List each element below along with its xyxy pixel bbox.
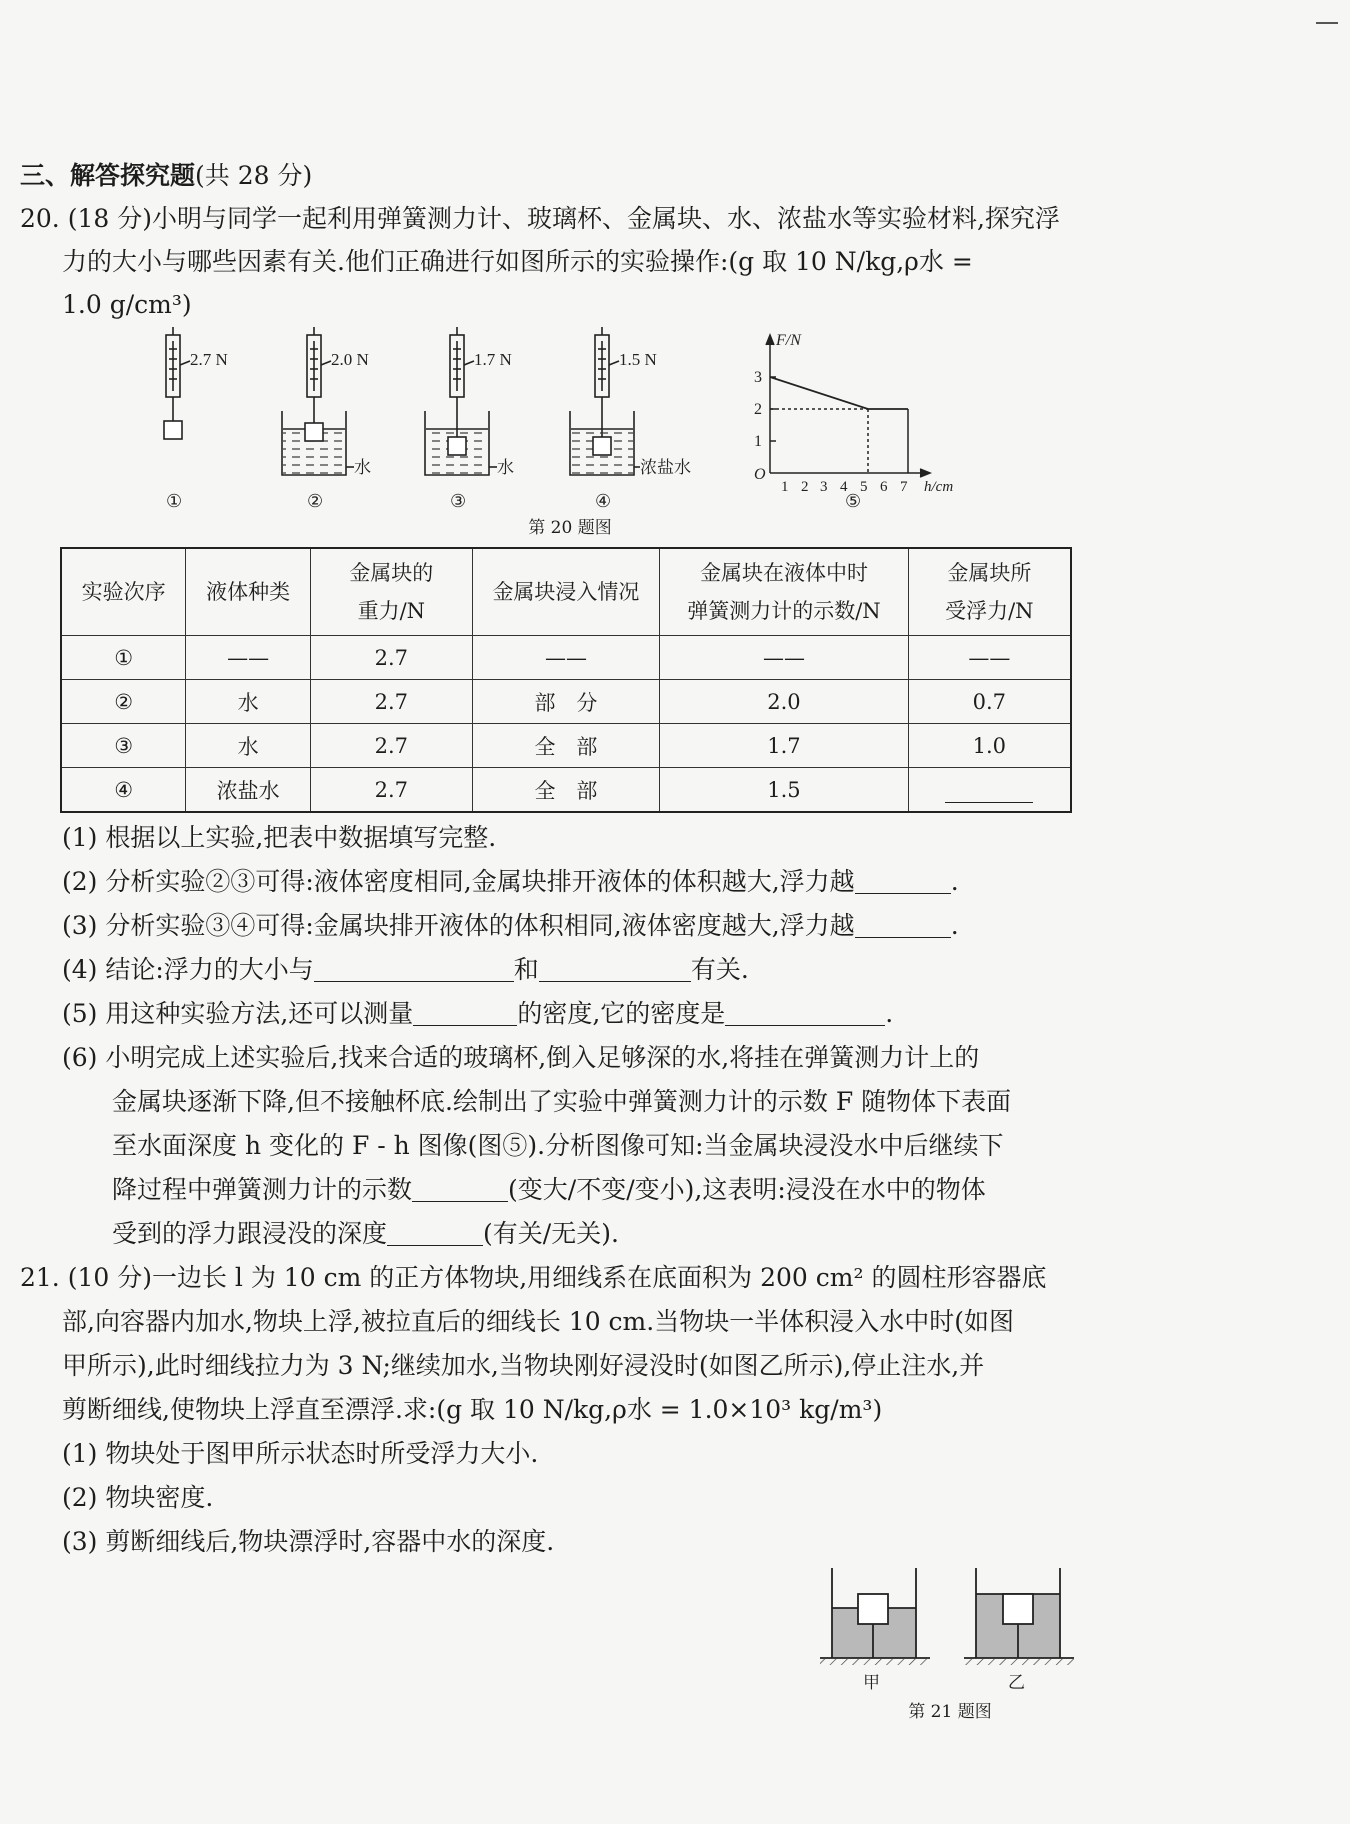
fig21-label-yi: 乙 [1008,1673,1025,1690]
reading-1: 2.7 N [190,350,228,369]
answer-blank[interactable] [314,955,514,982]
fig-label-4: ④ [595,491,612,510]
liquid-label-3: 水 [497,458,514,478]
xtick-1: 1 [781,479,789,495]
xtick-5: 5 [860,479,868,495]
xtick-7: 7 [900,479,908,495]
table-row: ② 水 2.7 部 分 2.0 0.7 [61,680,1071,724]
table-row: ③ 水 2.7 全 部 1.7 1.0 [61,724,1071,768]
reading-3: 1.7 N [474,350,512,369]
q21-stem-line-3: 甲所示),此时细线拉力为 3 N;继续加水,当物块刚好浸没时(如图乙所示),停止注水,并 [62,1351,985,1380]
header-liquid: 液体种类 [186,548,311,636]
xtick-3: 3 [820,479,828,495]
xtick-6: 6 [880,479,888,495]
reading-2: 2.0 N [331,350,369,369]
q21-stem-line-1: 21. (10 分)一边长 l 为 10 cm 的正方体物块,用细线系在底面积为 200 cm² 的圆柱形容器底 [20,1263,1047,1292]
fig-label-1: ① [166,491,183,510]
container-jia [820,1568,930,1665]
ytick-3: 3 [754,369,762,386]
xtick-4: 4 [840,479,848,495]
q20-sub-3: (3) 分析实验③④可得:金属块排开液体的体积相同,液体密度越大,浮力越 . [62,911,959,940]
q20-stem-line-3: 1.0 g/cm³) [62,290,192,319]
answer-blank[interactable] [412,1175,508,1202]
q21-sub-1: (1) 物块处于图甲所示状态时所受浮力大小. [62,1439,539,1468]
section-title: 三、解答探究题 [20,161,196,190]
answer-blank[interactable] [725,999,885,1026]
q20-sub-6-line-1: (6) 小明完成上述实验后,找来合适的玻璃杯,倒入足够深的水,将挂在弹簧测力计上的 [62,1043,980,1072]
header-buoyancy: 金属块所 受浮力/N [908,548,1071,636]
answer-blank[interactable] [387,1219,483,1246]
answer-blank-buoyancy[interactable] [908,768,1071,813]
q20-sub-5: (5) 用这种实验方法,还可以测量 的密度,它的密度是 . [62,999,894,1028]
corner-mark [1316,22,1338,24]
q20-sub-6-line-5: 受到的浮力跟浸没的深度 (有关/无关). [112,1219,619,1248]
header-weight: 金属块的 重力/N [310,548,472,636]
table-header-row [61,548,1071,636]
figure-20 [150,325,990,510]
fig-label-5: ⑤ [845,491,862,510]
fig21-label-jia: 甲 [863,1673,880,1690]
ytick-2: 2 [754,401,762,418]
f-h-graph [766,335,930,477]
q20-sub-1: (1) 根据以上实验,把表中数据填写完整. [62,823,497,852]
figure-20-caption: 第 20 题图 [528,518,612,538]
spring-scale-1 [164,327,190,439]
q20-sub-6-line-3: 至水面深度 h 变化的 F - h 图像(图⑤).分析图像可知:当金属块浸没水中后继续下 [112,1131,1004,1160]
q20-sub-6-line-2: 金属块逐渐下降,但不接触杯底.绘制出了实验中弹簧测力计的示数 F 随物体下表面 [112,1087,1012,1116]
q20-stem-line-2: 力的大小与哪些因素有关.他们正确进行如图所示的实验操作:(g 取 10 N/kg,ρ水 = [62,247,973,276]
container-yi [964,1568,1074,1665]
q20-stem-line-1: 20. (18 分)小明与同学一起利用弹簧测力计、玻璃杯、金属块、水、浓盐水等实验材料,探究浮 [20,204,1060,233]
header-immersion: 金属块浸入情况 [472,548,660,636]
answer-blank[interactable] [413,999,517,1026]
graph-origin: O [754,466,766,483]
q21-stem-line-4: 剪断细线,使物块上浮直至漂浮.求:(g 取 10 N/kg,ρ水 = 1.0×10³ kg/m³) [62,1395,883,1424]
reading-4: 1.5 N [619,350,657,369]
answer-blank[interactable] [539,955,691,982]
answer-blank[interactable] [855,867,951,894]
header-scale-reading: 金属块在液体中时 弹簧测力计的示数/N [660,548,908,636]
q21-sub-2: (2) 物块密度. [62,1483,214,1512]
graph-xlabel: h/cm [924,479,954,495]
graph-ylabel: F/N [776,332,801,349]
figure-21-caption: 第 21 题图 [908,1702,992,1722]
experiment-table [60,547,1072,813]
q21-stem-line-2: 部,向容器内加水,物块上浮,被拉直后的细线长 10 cm.当物块一半体积浸入水中时(如图 [62,1307,1014,1336]
q21-sub-3: (3) 剪断细线后,物块漂浮时,容器中水的深度. [62,1527,555,1556]
liquid-label-4: 浓盐水 [640,458,691,478]
fig-label-3: ③ [450,491,467,510]
q20-sub-4: (4) 结论:浮力的大小与 和 有关. [62,955,749,984]
figure-21 [810,1560,1090,1690]
header-order: 实验次序 [61,548,186,636]
section-points: (共 28 分) [195,161,313,190]
q20-sub-2: (2) 分析实验②③可得:液体密度相同,金属块排开液体的体积越大,浮力越 . [62,867,959,896]
fig-label-2: ② [307,491,324,510]
ytick-1: 1 [754,433,762,450]
table-row: ① —— 2.7 —— —— —— [61,636,1071,680]
table-row: ④ 浓盐水 2.7 全 部 1.5 [61,768,1071,813]
q20-sub-6-line-4: 降过程中弹簧测力计的示数 (变大/不变/变小),这表明:浸没在水中的物体 [112,1175,986,1204]
liquid-label-2: 水 [354,458,371,478]
answer-blank[interactable] [855,911,951,938]
xtick-2: 2 [801,479,809,495]
section-heading [20,158,312,194]
